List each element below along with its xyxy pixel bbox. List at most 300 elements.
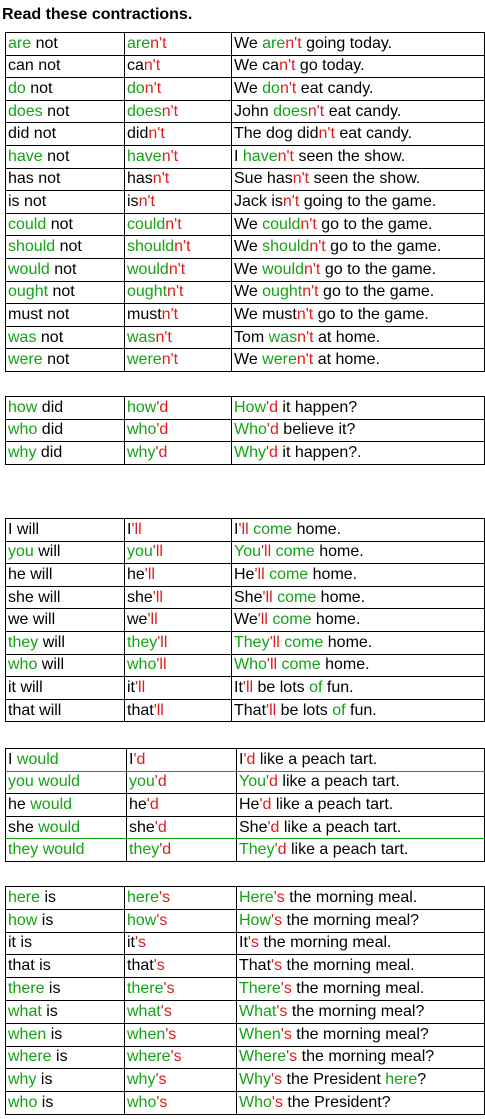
contraction-cell bbox=[125, 1000, 237, 1023]
table-row bbox=[6, 1000, 485, 1023]
example-sentence-cell bbox=[237, 771, 485, 794]
text-segment: home. bbox=[323, 633, 373, 651]
text-segment: how bbox=[8, 398, 38, 416]
text-segment: why bbox=[8, 1071, 37, 1089]
example-sentence-cell bbox=[232, 236, 485, 259]
text-segment: Who bbox=[234, 421, 267, 439]
text-segment: what bbox=[127, 1002, 161, 1020]
text-segment: going to the game. bbox=[299, 192, 437, 210]
example-sentence-cell bbox=[232, 123, 485, 146]
text-segment: Why bbox=[234, 443, 266, 461]
example-sentence-cell bbox=[232, 631, 485, 654]
text-segment: like a peach tart. bbox=[279, 818, 402, 836]
table-row bbox=[6, 236, 485, 259]
text-segment: 'd bbox=[259, 795, 272, 813]
text-segment: I will bbox=[8, 520, 40, 538]
contraction-cell bbox=[125, 442, 232, 465]
text-segment: We bbox=[234, 215, 263, 233]
expanded-form-cell bbox=[6, 419, 125, 442]
table-row bbox=[6, 519, 485, 542]
text-segment: 's bbox=[156, 1094, 168, 1112]
example-sentence-cell bbox=[232, 191, 485, 214]
text-segment: 's bbox=[170, 1048, 182, 1066]
text-segment: We bbox=[234, 351, 263, 369]
text-segment: would bbox=[127, 260, 169, 278]
contraction-cell bbox=[125, 955, 237, 978]
text-segment: go to the game. bbox=[318, 283, 435, 301]
expanded-form-cell bbox=[6, 654, 125, 677]
example-sentence-cell bbox=[237, 1092, 485, 1115]
text-segment: they would bbox=[8, 841, 85, 859]
text-segment: is bbox=[44, 980, 61, 998]
contraction-cell bbox=[125, 191, 232, 214]
example-sentence-cell bbox=[237, 909, 485, 932]
text-segment: we will bbox=[8, 611, 56, 629]
text-segment: I bbox=[234, 147, 243, 165]
expanded-form-cell bbox=[6, 955, 125, 978]
text-segment: like a peach tart. bbox=[286, 841, 409, 859]
contractions-table-1 bbox=[5, 32, 485, 372]
text-segment: not bbox=[42, 102, 70, 120]
text-segment: come bbox=[267, 611, 312, 629]
text-segment: 'd bbox=[159, 841, 172, 859]
text-segment: is bbox=[36, 1071, 53, 1089]
text-segment: at home. bbox=[313, 351, 380, 369]
table-row bbox=[6, 419, 485, 442]
expanded-form-cell bbox=[6, 609, 125, 632]
example-sentence-cell bbox=[232, 258, 485, 281]
text-segment: He bbox=[234, 565, 255, 583]
text-segment: are bbox=[262, 34, 286, 52]
expanded-form-cell bbox=[6, 349, 125, 372]
text-segment: When bbox=[239, 1025, 281, 1043]
text-segment: could bbox=[262, 215, 301, 233]
text-segment: That bbox=[234, 701, 267, 719]
text-segment: n't bbox=[174, 238, 191, 256]
text-segment: n't bbox=[161, 305, 179, 323]
text-segment: she bbox=[127, 588, 153, 606]
text-segment: 'd bbox=[266, 443, 278, 461]
text-segment: you would bbox=[8, 773, 81, 791]
text-segment: who bbox=[127, 1094, 157, 1112]
expanded-form-cell bbox=[6, 191, 125, 214]
text-segment: n't bbox=[302, 283, 319, 301]
expanded-form-cell bbox=[6, 909, 125, 932]
text-segment: 'd bbox=[156, 398, 169, 416]
text-segment: go to the game. bbox=[320, 260, 437, 278]
text-segment: eat candy. bbox=[324, 102, 402, 120]
text-segment: He bbox=[239, 795, 260, 813]
table-row bbox=[6, 442, 485, 465]
text-segment: It bbox=[239, 934, 248, 952]
text-segment: could bbox=[127, 215, 166, 233]
text-segment: 'd bbox=[266, 398, 278, 416]
expanded-form-cell bbox=[6, 304, 125, 327]
contraction-cell bbox=[127, 816, 237, 839]
text-segment: Tom bbox=[234, 328, 269, 346]
contractions-table-4 bbox=[5, 748, 485, 862]
expanded-form-cell bbox=[6, 749, 127, 772]
text-segment: How bbox=[234, 398, 267, 416]
contraction-cell bbox=[127, 839, 237, 862]
example-sentence-cell bbox=[237, 816, 485, 839]
text-segment: she bbox=[129, 818, 155, 836]
text-segment: ought bbox=[127, 283, 168, 301]
text-segment: not bbox=[25, 79, 53, 97]
contraction-cell bbox=[125, 168, 232, 191]
expanded-form-cell bbox=[6, 519, 125, 542]
text-segment: do bbox=[8, 79, 26, 97]
text-segment: She bbox=[239, 818, 268, 836]
text-segment: 'll bbox=[261, 543, 272, 561]
text-segment: is bbox=[51, 1048, 68, 1066]
text-segment: You bbox=[239, 773, 266, 791]
text-segment: did bbox=[37, 398, 64, 416]
text-segment: 's bbox=[271, 911, 283, 929]
table-row bbox=[6, 794, 485, 817]
text-segment: what bbox=[8, 1002, 42, 1020]
text-segment: 'll bbox=[156, 656, 167, 674]
contraction-cell bbox=[125, 519, 232, 542]
text-segment: like a peach tart. bbox=[271, 795, 394, 813]
text-segment: n't bbox=[292, 170, 310, 188]
table-row bbox=[6, 932, 485, 955]
text-segment: 'd bbox=[243, 750, 256, 768]
example-sentence-cell bbox=[232, 541, 485, 564]
example-sentence-cell bbox=[232, 586, 485, 609]
text-segment: 'll bbox=[135, 678, 146, 696]
example-sentence-cell bbox=[237, 887, 485, 910]
text-segment: We must bbox=[234, 305, 297, 323]
text-segment: not bbox=[31, 34, 58, 52]
text-segment: are bbox=[127, 34, 151, 52]
text-segment: go to the game. bbox=[313, 305, 429, 323]
contraction-cell bbox=[125, 1069, 237, 1092]
text-segment: n't bbox=[143, 57, 161, 75]
contraction-cell bbox=[125, 541, 232, 564]
text-segment: where bbox=[127, 1048, 171, 1066]
table-row bbox=[6, 955, 485, 978]
text-segment: did bbox=[127, 125, 149, 143]
text-segment: go to the game. bbox=[325, 238, 442, 256]
example-sentence-cell bbox=[232, 654, 485, 677]
text-segment: is bbox=[37, 911, 54, 929]
text-segment: 'll bbox=[152, 588, 163, 606]
table-row bbox=[6, 609, 485, 632]
text-segment: who bbox=[8, 421, 38, 439]
text-segment: come bbox=[264, 565, 309, 583]
expanded-form-cell bbox=[6, 887, 125, 910]
text-segment: seen the show. bbox=[309, 170, 421, 188]
contraction-cell bbox=[125, 123, 232, 146]
text-segment: be lots bbox=[253, 678, 310, 696]
text-segment: fun. bbox=[345, 701, 377, 719]
text-segment: were bbox=[262, 351, 297, 369]
text-segment: she bbox=[8, 818, 39, 836]
text-segment: Who bbox=[234, 656, 267, 674]
contraction-cell bbox=[125, 564, 232, 587]
expanded-form-cell bbox=[6, 397, 125, 420]
expanded-form-cell bbox=[6, 586, 125, 609]
text-segment: at home. bbox=[313, 328, 381, 346]
contractions-table-3 bbox=[5, 518, 485, 722]
text-segment: We bbox=[234, 283, 263, 301]
text-segment: not bbox=[46, 215, 73, 233]
contractions-table-2 bbox=[5, 396, 485, 465]
text-segment: n't bbox=[161, 102, 179, 120]
text-segment: you bbox=[129, 773, 155, 791]
text-segment: Where bbox=[239, 1048, 287, 1066]
contraction-cell bbox=[125, 258, 232, 281]
text-segment: go to the game. bbox=[316, 215, 433, 233]
expanded-form-cell bbox=[6, 100, 125, 123]
text-segment: it bbox=[127, 678, 135, 696]
text-segment: the President? bbox=[282, 1094, 391, 1112]
text-segment: 'll bbox=[152, 543, 163, 561]
table-row bbox=[6, 258, 485, 281]
example-sentence-cell bbox=[237, 978, 485, 1001]
text-segment: not bbox=[49, 260, 77, 278]
text-segment: is bbox=[40, 888, 57, 906]
text-segment: like a peach tart. bbox=[255, 750, 378, 768]
text-segment: that will bbox=[8, 701, 62, 719]
example-sentence-cell bbox=[232, 397, 485, 420]
text-segment: John bbox=[234, 102, 274, 120]
text-segment: 'd bbox=[266, 773, 278, 791]
text-segment: What bbox=[239, 1002, 277, 1020]
text-segment: here bbox=[127, 888, 160, 906]
text-segment: is bbox=[46, 1025, 63, 1043]
text-segment: is not bbox=[8, 192, 47, 210]
text-segment: 'd bbox=[155, 443, 168, 461]
text-segment: when bbox=[127, 1025, 166, 1043]
text-segment: 'd bbox=[146, 795, 159, 813]
table-row bbox=[6, 771, 485, 794]
text-segment: come bbox=[279, 633, 324, 651]
text-segment: who bbox=[8, 1094, 38, 1112]
text-segment: why bbox=[8, 443, 37, 461]
contraction-cell bbox=[125, 236, 232, 259]
table-row bbox=[6, 213, 485, 236]
contractions-table-5 bbox=[5, 886, 485, 1115]
text-segment: not bbox=[36, 328, 64, 346]
text-segment: could bbox=[8, 215, 47, 233]
example-sentence-cell bbox=[237, 1046, 485, 1069]
text-segment: n't bbox=[148, 125, 165, 143]
text-segment: who bbox=[127, 656, 157, 674]
text-segment: would bbox=[8, 260, 50, 278]
text-segment: We ca bbox=[234, 57, 280, 75]
text-segment: home. bbox=[308, 565, 358, 583]
example-sentence-cell bbox=[237, 1069, 485, 1092]
text-segment: must bbox=[127, 305, 162, 323]
text-segment: 's bbox=[273, 888, 285, 906]
text-segment: the morning meal. bbox=[258, 934, 392, 952]
example-sentence-cell bbox=[237, 1023, 485, 1046]
expanded-form-cell bbox=[6, 771, 127, 794]
table-row bbox=[6, 749, 485, 772]
table-row bbox=[6, 168, 485, 191]
text-segment: 'll bbox=[147, 611, 158, 629]
table-row bbox=[6, 304, 485, 327]
example-sentence-cell bbox=[232, 442, 485, 465]
contraction-cell bbox=[125, 78, 232, 101]
text-segment: would bbox=[38, 818, 81, 836]
text-segment: who bbox=[127, 421, 157, 439]
text-segment: was bbox=[268, 328, 298, 346]
example-sentence-cell bbox=[237, 932, 485, 955]
expanded-form-cell bbox=[6, 213, 125, 236]
text-segment: 's bbox=[153, 957, 165, 975]
text-segment: did bbox=[37, 421, 64, 439]
text-segment: 'll bbox=[262, 588, 273, 606]
expanded-form-cell bbox=[6, 326, 125, 349]
expanded-form-cell bbox=[6, 258, 125, 281]
text-segment: believe it? bbox=[278, 421, 356, 439]
table-row bbox=[6, 1023, 485, 1046]
text-segment: should bbox=[8, 238, 56, 256]
example-sentence-cell bbox=[232, 349, 485, 372]
contraction-cell bbox=[125, 677, 232, 700]
contraction-cell bbox=[127, 749, 237, 772]
expanded-form-cell bbox=[6, 564, 125, 587]
text-segment: we bbox=[127, 611, 148, 629]
contraction-cell bbox=[125, 281, 232, 304]
text-segment: will bbox=[38, 633, 65, 651]
text-segment: it happen? bbox=[277, 398, 358, 416]
text-segment: the morning meal. bbox=[282, 957, 415, 975]
contraction-cell bbox=[125, 586, 232, 609]
example-sentence-cell bbox=[237, 839, 485, 862]
table-row bbox=[6, 145, 485, 168]
table-row bbox=[6, 699, 485, 722]
text-segment: that is bbox=[8, 957, 51, 975]
expanded-form-cell bbox=[6, 699, 125, 722]
table-row bbox=[6, 564, 485, 587]
text-segment: is bbox=[41, 1002, 58, 1020]
example-sentence-cell bbox=[237, 955, 485, 978]
example-sentence-cell bbox=[232, 168, 485, 191]
text-segment: I bbox=[8, 750, 17, 768]
text-segment: 's bbox=[286, 1048, 298, 1066]
text-segment: n't bbox=[152, 170, 170, 188]
contraction-cell bbox=[125, 1023, 237, 1046]
contraction-cell bbox=[125, 654, 232, 677]
text-segment: n't bbox=[285, 34, 302, 52]
table-row bbox=[6, 55, 485, 78]
text-segment: Sue has bbox=[234, 170, 293, 188]
table-row bbox=[6, 78, 485, 101]
text-segment: he bbox=[129, 795, 147, 813]
expanded-form-cell bbox=[6, 541, 125, 564]
example-sentence-cell bbox=[232, 213, 485, 236]
text-segment: has bbox=[127, 170, 153, 188]
text-segment: does bbox=[8, 102, 43, 120]
text-segment: n't bbox=[300, 215, 317, 233]
text-segment: would bbox=[16, 750, 59, 768]
example-sentence-cell bbox=[232, 145, 485, 168]
table-row bbox=[6, 887, 485, 910]
text-segment: can not bbox=[8, 57, 61, 75]
text-segment: who bbox=[8, 656, 38, 674]
text-segment: 'll bbox=[238, 520, 249, 538]
text-segment: Here bbox=[239, 888, 274, 906]
table-row bbox=[6, 397, 485, 420]
text-segment: n't bbox=[318, 125, 335, 143]
expanded-form-cell bbox=[6, 794, 127, 817]
expanded-form-cell bbox=[6, 78, 125, 101]
text-segment: is bbox=[127, 192, 139, 210]
text-segment: 's bbox=[160, 1002, 172, 1020]
text-segment: should bbox=[262, 238, 310, 256]
text-segment: will bbox=[37, 656, 65, 674]
table-row bbox=[6, 631, 485, 654]
text-segment: Who bbox=[239, 1094, 272, 1112]
expanded-form-cell bbox=[6, 1092, 125, 1115]
text-segment: n't bbox=[296, 305, 314, 323]
text-segment: should bbox=[127, 238, 175, 256]
text-segment: will bbox=[33, 543, 61, 561]
contraction-cell bbox=[125, 1092, 237, 1115]
text-segment: 's bbox=[271, 957, 283, 975]
expanded-form-cell bbox=[6, 631, 125, 654]
text-segment: it happen?. bbox=[277, 443, 362, 461]
contraction-cell bbox=[125, 1046, 237, 1069]
text-segment: the morning meal? bbox=[282, 911, 420, 929]
text-segment: 'll bbox=[153, 701, 164, 719]
text-segment: have bbox=[127, 147, 162, 165]
text-segment: the President bbox=[282, 1071, 386, 1089]
table-row bbox=[6, 978, 485, 1001]
text-segment: do bbox=[127, 79, 145, 97]
text-segment: 'd bbox=[133, 750, 146, 768]
table-row bbox=[6, 349, 485, 372]
text-segment: n't bbox=[277, 147, 294, 165]
table-row bbox=[6, 33, 485, 56]
text-segment: does bbox=[127, 102, 162, 120]
text-segment: 's bbox=[163, 980, 175, 998]
table-row bbox=[6, 677, 485, 700]
contraction-cell bbox=[125, 326, 232, 349]
example-sentence-cell bbox=[232, 564, 485, 587]
text-segment: they bbox=[127, 633, 158, 651]
text-segment: it is bbox=[8, 934, 32, 952]
text-segment: 's bbox=[276, 1002, 288, 1020]
text-segment: n't bbox=[279, 57, 296, 75]
text-segment: how bbox=[127, 398, 157, 416]
expanded-form-cell bbox=[6, 1046, 125, 1069]
text-segment: n't bbox=[144, 79, 162, 97]
contraction-cell bbox=[125, 932, 237, 955]
expanded-form-cell bbox=[6, 168, 125, 191]
text-segment: 's bbox=[156, 911, 168, 929]
expanded-form-cell bbox=[6, 1000, 125, 1023]
text-segment: that bbox=[127, 957, 154, 975]
text-segment: did not bbox=[8, 125, 57, 143]
expanded-form-cell bbox=[6, 281, 125, 304]
text-segment: the morning meal? bbox=[297, 1048, 435, 1066]
text-segment: 'll bbox=[157, 633, 168, 651]
text-segment: n't bbox=[155, 328, 172, 346]
table-row bbox=[6, 654, 485, 677]
expanded-form-cell bbox=[6, 145, 125, 168]
text-segment: 's bbox=[247, 934, 259, 952]
text-segment: Why bbox=[239, 1071, 271, 1089]
expanded-form-cell bbox=[6, 123, 125, 146]
text-segment: there bbox=[8, 980, 45, 998]
expanded-form-cell bbox=[6, 55, 125, 78]
contraction-cell bbox=[125, 213, 232, 236]
